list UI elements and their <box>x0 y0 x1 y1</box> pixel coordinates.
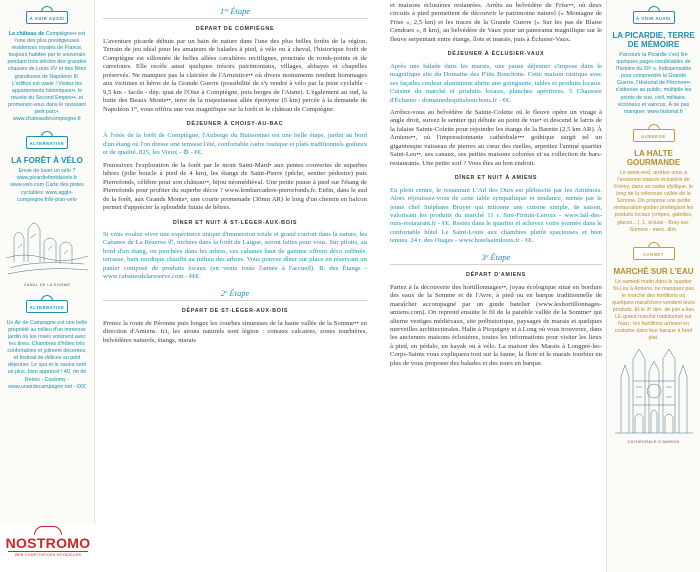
etape-1-heading: 1ʳᵉ Étape <box>219 6 251 16</box>
divider-3 <box>390 264 602 265</box>
dejeuner-choisy-heading: DÉJEUNER À CHOISY-AU-BAC <box>186 120 284 127</box>
marche-eau-text: Le samedi matin dans le quartier St-Leu à Amiens, ne manquez pas le marché des hortillons où quelques maraîchers vendent leurs produits. Et le 3ᵉ dim. de juin a lieu LE grand marché traditionnel sur l'eau : les hortillons arrivent en costume dans leur barque à fond plat. <box>612 278 695 342</box>
canal-sketch-illustration <box>4 208 90 278</box>
etape-3-heading: 3ᵉ Étape <box>481 251 511 262</box>
paragraph-auberge: À l'orée de la forêt de Compiègne, l'Auberge du Buissonnet est une belle étape, jardin au bord d'un étang où l'on dresse une terrasse l'été, confortable cadre rustique et plats traditionnels goûteux et de qualité. 825, les Vieux - ⚙ - €€. <box>103 132 367 157</box>
alternative-badge: ALTERNATIVE <box>17 131 77 153</box>
see-also-badge: À VOIR AUSSI <box>17 6 77 28</box>
paragraph-foret-compiegne: L'aventure picarde débute par un bain de nature dans l'une des plus belles forêts de la région. Terrain de jeu idéal pour les amateurs de balades à pied, à vélo ou à cheval, l'historique forêt de Compiègne est sillonnée de belles allées cavalières rectilignes, ponctuée de ronds-points et de carrefours. Elle recèle aussi quelques trésors patrimoniaux, villages, abbayes et chapelles préservés. Ne manquez pas la clairière de l'Armistice•• où divers monuments rendent hommages aux victimes et héros de la Grande Guerre (possibilité de s'y rendre à vélo par la piste cyclable - 9,5 km - facile - dép. quai de l'Oise à Compiègne, puis berges de l'Aisne). L'également au sud, la butte des Beaux Monts••, terre de la majestueuse allée éponyme (5 km) percée à la demande de Napoléon 1ᵉʳ, vous offrira une vue magnifique sur la forêt et le château de Compiègne. <box>103 37 367 113</box>
logo-name: NOSTROMO <box>5 535 91 551</box>
diner-amiens-heading: DÎNER ET NUIT À AMIENS <box>454 175 538 182</box>
chateau-title: Le château de <box>8 31 45 37</box>
divider-2 <box>103 300 367 301</box>
depart-compiegne-heading: DÉPART DE COMPIÈGNE <box>195 26 275 33</box>
air-campagne-text: Un Air de Campagne est une belle propriété au milieu d'un immense jardin où les roses voisinent avec les ânes. Chambres d'hôtes très confortables et joliment décorées, et festival de délices au petit déjeuner. Le spa et le sauna sont un plus, bien apprécié ! 40, rte de Reims - Coutomy - www.unairdecampagne.net - €€€ <box>6 319 88 390</box>
main-column-1 <box>103 0 367 572</box>
paragraph-ail-des-ours: En plein centre, le restaurant L'Aïl des Ours est plébiscité par les Amiénois. Alors réjouissez-vous de cette table sympathique et tendance, menée par le jeune chef Stéphane Bruyer qui mitonne une cuisine simple, de saison, valorisant les produits du marché 11 r. Sire-Firmin-Leroux - www.lail-des-ours-restaurant.fr - €€. Restez dans le quartier et achevez votre journée dans le confortable hôtel Le Saint-Louis aux chambres plutôt spacieuses et bien tenues. 24 r. des Otages - www.hotelsaintlouis.fr - €€. <box>390 186 602 245</box>
dejeuner-eclusier-heading: DÉJEUNER À ÉCLUSIER-VAUX <box>447 51 545 58</box>
etape-2-heading: 2ᵉ Étape <box>220 287 250 298</box>
divider <box>103 18 367 19</box>
paragraph-cabanes: Si vous voulez vivre une expérience unique d'immersion totale et grand confort dans la nature, les Cabanes de La Réserve ✆, nichées dans la forêt de Laigue, seront faites pour vous. Sur pilotis, au bord d'un étang, ou perchées dans les arbres, ces cabanes haut de gamme offrent déco raffinée, terrasse, bain nordique chauffé au milieu des arbres. Vous pouvez dîner sur place en réservant un panier composé de produits locaux (en vente toute l'année à l'accueil). R. des Étangs - www.cabanesdelareserve.com - €€€. <box>103 230 367 281</box>
paragraph-hortillonnages: Partez à la découverte des hortillonnages••, joyau écologique situé en bordure des eaux de la Somme et de l'Avre, à pied ou en barque traditionnelle de maraîcher accompagné par un guide batelier (www.leshortillonnages-amiens.com). On reprend ensuite le fil de la paisible vallée de la Somme• qui alterne vestiges médiévaux, site préhistorique, paysages de marais et quelques merveilles architecturales. Halte à Picquigny et à Long où vous trouverez, dans les anciennes maisons éclusières, toutes les informations pour visiter les lieux à pied, en pédalo, en kayak ou à vélo. La maison des Marais à Longpré-les-Corps-Saints vous expliquera tout sur la faune, la flore et le marais tourbier en plus de vous proposer des balades et des tours en barque. <box>390 283 602 367</box>
left-sidebar <box>0 0 95 572</box>
paragraph-haute-somme: Prenez la route de Péronne puis longez les courbes sinueuses de la haute vallée de la Somme•• en direction d'Amiens. Ici, les atouts naturels sont légion : coteaux calcaires, zones tourbières, belvédères naturels, étangs, marais <box>103 319 367 344</box>
alternative-badge-2: ALTERNATIVE <box>17 295 77 317</box>
canal-caption: CANAL DE LA SOMME <box>23 282 71 287</box>
logo-tagline: WEB COMPTOIR DES VOYAGEURS <box>14 553 82 557</box>
cathedral-sketch-illustration <box>611 347 697 435</box>
picardie-memoire-title: LA PICARDIE, TERRE DE MÉMOIRE <box>612 31 695 49</box>
paragraph-belvederes: et maisons éclusières restaurées. Arrêts au belvédère de Frise••, où deux circuits à pied permettent de découvrir le patrimoine naturel (« Montagne de Frise », 2,5 km) et les traces de la Grande Guerre (« Sur les pas de Blaise Cendrars », 8 km), au belvédère de Vaux pour un panorama magnifique sur le fleuve serpentant entre étangs, îlots et marais, puis à Éclusier-Vaux. <box>390 2 602 43</box>
depart-st-leger-heading: DÉPART DE ST-LÉGER-AUX-BOIS <box>181 308 289 315</box>
nostromo-logo <box>0 524 96 572</box>
cathedral-caption: CATHÉDRALE D'AMIENS <box>627 439 680 444</box>
main-column-2 <box>390 0 602 572</box>
foret-velo-text: Envie de louer un vélo ? www.picardiefontdavelo.fr www.velo.com Carte des pistes cyclables: www.agglo-compiegne.fr/le-plan-velo <box>10 168 84 203</box>
halte-gourmande-text: Le week-end, arrêtez-vous à l'ancienne maison éclusière de Frémy, dans un cadre idyllique, le long de la véloroute vallée de la Somme. On propose une petite restauration-goûter privilégiant les produits locaux (crêpes, galettes, glaces…). 1, écluse - Bray-sur-Somme - merc. dim. <box>613 169 694 233</box>
chateau-compiegne-text <box>0 31 94 123</box>
auberge-badge: AUBERGE <box>624 124 684 146</box>
halte-gourmande-title: LA HALTE GOURMANDE <box>626 148 681 167</box>
carnet-badge: CARNET <box>624 242 684 264</box>
depart-amiens-heading: DÉPART D'AMIENS <box>466 272 526 279</box>
chateau-body: Compiègne•• est l'une des plus prestigieuses résidences royales de France, toujours habitée par le souverain pendant trois siècles des grandes chasses de Louis XV et des fêtes grandioses de Napoléon III. L'édifice est vaste ! Visitez les appartements historiques••, le musée du Second Empire••, et promenez-vous dans le ravissant petit parc•. www.chateaudecompiegne.fr <box>7 31 87 123</box>
see-also-badge-right: À VOIR AUSSI <box>624 6 684 28</box>
diner-st-leger-heading: DÎNER ET NUIT À ST-LÉGER-AUX-BOIS <box>172 219 298 226</box>
paragraph-ptits-bouchons: Après une balade dans les marais, une pause déjeuner s'impose dans le magnifique site du Domaine des P'tits Bouchons. Cette maison rustique avec ses façades couleur aluminium abrite une guinguette, tables et produits locaux. Cuisine du marché et produits locaux, planches apéritives. 5 Chaussée d'Éclusier - domainedesptitsbouchons.fr - €€. <box>390 62 602 104</box>
paragraph-pierrefonds: Poursuivez l'exploration de la forêt par le mont Saint-Mard• aux pentes couvertes de superbes hêtres (jolie boucle à pied de 4 km), les étangs de Saint-Pierre (pêche, sentier pédestre) puis Pierrefonds, célèbre pour son château••, bijou néomédiéval. Une petite pause à pied sur l'étang de Pierrefonds pour profiter du superbe décor ? www.lembarcadere-pierrefonds.fr. Enfin, dans le sud de la forêt, aux Grands Monts•, une courte promenade (30mn AR) le long d'un chemin en balcon permet d'apprécier la splendide futaie de hêtres. <box>103 161 367 212</box>
foret-velo-title: LA FORÊT À VÉLO <box>11 156 83 166</box>
paragraph-amiens: Arrêtez-vous au belvédère de Sainte-Colette où le fleuve opère un virage à angle droit, suivez le sentier qui débute au point de vue• et descend le larris de la falaise Sainte-Colette pour rejoindre les étangs de la Barette (2,5 km AR). À Amiens••, où l'impressionnante cathédrale••• gothique surgit tel un gigantesque vaisseau de pierres au cœur des ruelles, arpentez l'animé quartier Saint-Leu••, ses canaux, ses petites maisons colorées et sa collection de bars-restaurants. Une petite soif ? Vous êtes au bon endroit. <box>390 108 602 167</box>
picardie-memoire-text: Parcourir la Picardie c'est lire quelques pages inoubliables de l'histoire du 20ᵉ s. Indispensable pour comprendre la Grande Guerre, l'Historial de Péronne•• s'adresse au public, multiplie les points de vue, civil, militaire, victorieux et vaincus. À ne pas manquer. www.historial.fr <box>615 52 692 115</box>
marche-eau-title: MARCHÉ SUR L'EAU <box>613 266 694 276</box>
right-sidebar <box>606 0 700 572</box>
